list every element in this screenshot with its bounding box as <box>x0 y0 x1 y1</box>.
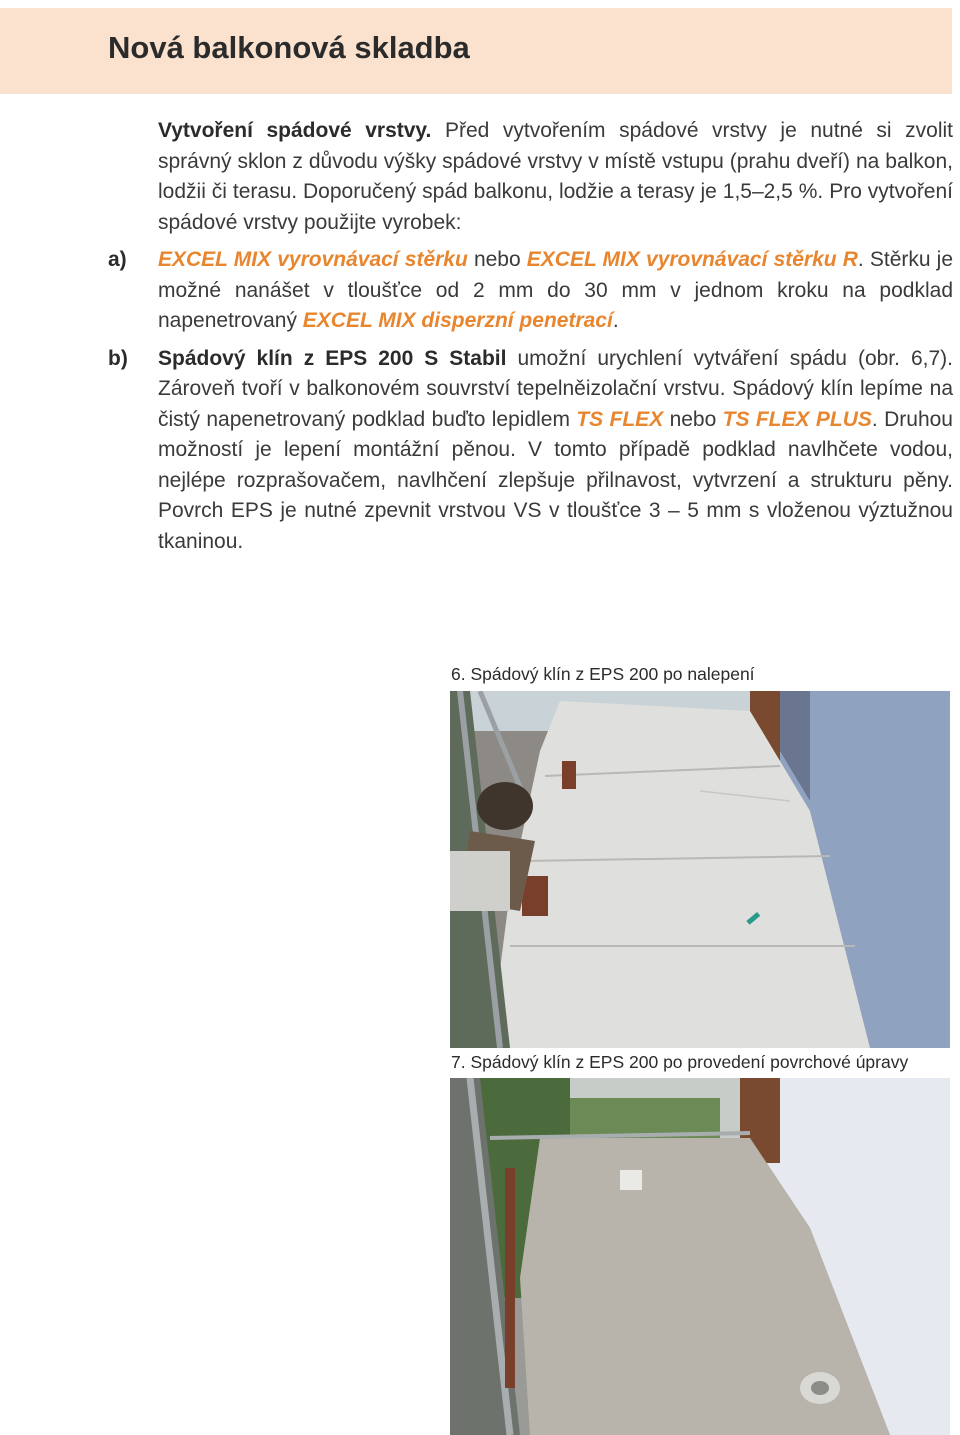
main-text <box>108 116 954 557</box>
item-text: . <box>612 309 619 332</box>
product-name: EXCEL MIX vyrovnávací stěrku R <box>526 248 858 271</box>
product-name: EXCEL MIX disperzní penetrací <box>302 309 613 332</box>
list-marker-b: b) <box>108 346 128 370</box>
page-header <box>0 8 952 94</box>
intro-text: Před vytvořením spádové vrstvy je nutné si zvolit správný sklon z důvodu výšky spádové vrstvy v místě vstupu (prahu dveří) na balkon, lodžii či terasu. Doporučený spád balkonu, lodžie a terasy je 1,5–2,5 %. Pro vytvoření spádové vrstvy použijte vyrobek: <box>158 119 953 234</box>
product-name: EXCEL MIX vyrovnávací stěrku <box>158 248 468 271</box>
product-name: TS FLEX <box>576 407 664 431</box>
connector-text: nebo <box>467 248 527 271</box>
product-name-bold: Spádový klín z EPS 200 S Stabil <box>158 346 507 370</box>
photo-eps-after-gluing <box>450 691 950 1048</box>
list-item-b <box>108 344 953 558</box>
item-text: . Druhou možností je lepení montážní pěnou. V tomto případě podklad navlhčete vodou, nejlépe rozprašovačem, navlhčení zlepšuje přilnavost, vytvrzení a strukturu pěny. Povrch EPS je nutné zpevnit vrstvou VS v tloušťce 3 – 5 mm s vloženou výztužnou tkaninou. <box>158 407 953 553</box>
product-name: TS FLEX PLUS <box>722 407 872 431</box>
figure-caption-7: 7. Spádový klín z EPS 200 po provedení povrchové úpravy <box>451 1052 909 1072</box>
list-marker-a: a) <box>108 248 127 271</box>
intro-lead: Vytvoření spádové vrstvy. <box>158 119 432 142</box>
item-text: nebo <box>663 407 723 431</box>
item-text: . Stěrku je možné nanášet v tloušťce od 2 mm do 30 mm v jednom kroku na podklad napenetrovaný <box>158 248 954 332</box>
figure-caption-6: 6. Spádový klín z EPS 200 po nalepení <box>451 664 755 684</box>
intro-paragraph <box>158 116 953 238</box>
photo-eps-after-surface-finish <box>450 1078 950 1435</box>
list-item-a <box>108 245 954 337</box>
item-text: umožní urychlení vytváření spádu (obr. 6,7). Zároveň tvoří v balkonovém souvrství tepelněizolační vrstvu. Spádový klín lepíme na čistý napenetrovaný podklad buďto lepidlem <box>158 346 953 431</box>
page-title: Nová balkonová skladba <box>108 30 470 65</box>
